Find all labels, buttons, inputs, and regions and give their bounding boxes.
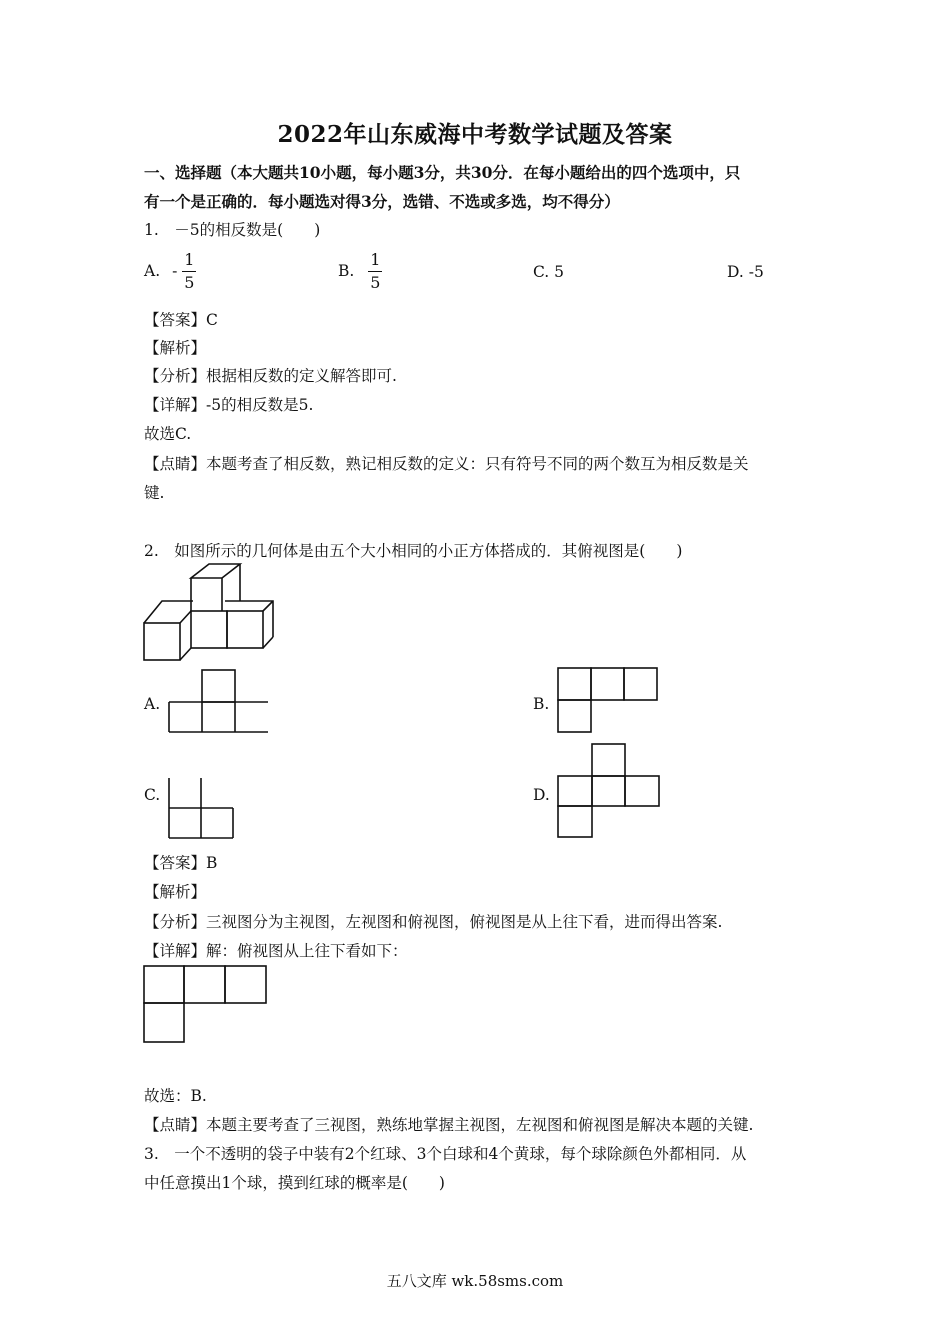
page-title: 2022年山东威海中考数学试题及答案: [277, 121, 673, 148]
q1-dianjing-line2: 键.: [144, 484, 165, 502]
q1-option-a-denominator: 5: [184, 272, 195, 292]
section-heading-line1: 一、选择题（本大题共10小题，每小题3分，共30分．在每小题给出的四个选项中，只: [144, 163, 741, 182]
q1-analysis: 【解析】: [144, 339, 207, 357]
q1-option-b-label: B.: [338, 262, 355, 280]
q1-xiangjie: 【详解】-5的相反数是5.: [144, 396, 314, 414]
q1-option-b-denominator: 5: [370, 272, 381, 292]
q2-fenxi: 【分析】三视图分为主视图，左视图和俯视图，俯视图是从上往下看，进而得出答案.: [144, 913, 723, 931]
q2-analysis: 【解析】: [144, 883, 207, 901]
q3-stem-line1: 3. 一个不透明的袋子中装有2个红球、3个白球和4个黄球，每个球除颜色外都相同．从: [144, 1145, 747, 1163]
q1-guxuan: 故选C.: [144, 425, 192, 443]
q2-option-d-label: D.: [533, 786, 550, 804]
q2-option-c-label: C.: [144, 786, 161, 804]
q1-dianjing-line1: 【点睛】本题考查了相反数，熟记相反数的定义：只有符号不同的两个数互为相反数是关: [144, 455, 749, 473]
q2-xiangjie: 【详解】解：俯视图从上往下看如下：: [144, 942, 408, 960]
section-heading-line2: 有一个是正确的．每小题选对得3分，选错、不选或多选，均不得分）: [144, 192, 620, 211]
q1-option-a-numerator: 1: [184, 249, 195, 269]
q2-option-a-label: A.: [144, 695, 161, 713]
q1-option-b-numerator: 1: [370, 249, 381, 269]
q2-dianjing: 【点睛】本题主要考查了三视图，熟练地掌握主视图，左视图和俯视图是解决本题的关键.: [144, 1116, 754, 1134]
q2-option-b-label: B.: [533, 695, 550, 713]
q1-option-a-label: A.: [144, 262, 161, 280]
q2-guxuan: 故选：B.: [144, 1087, 207, 1105]
q1-fenxi: 【分析】根据相反数的定义解答即可.: [144, 367, 397, 385]
q1-option-a-sign: -: [172, 262, 178, 280]
q1-stem: 1. －5的相反数是( ): [144, 221, 321, 239]
q2-answer: 【答案】B: [144, 854, 218, 872]
footer-watermark: 五八文库 wk.58sms.com: [386, 1272, 564, 1290]
q2-stem: 2. 如图所示的几何体是由五个大小相同的小正方体搭成的．其俯视图是( ): [144, 542, 683, 560]
q1-option-d: D. -5: [727, 263, 764, 281]
q1-option-c: C. 5: [533, 263, 565, 281]
q1-answer: 【答案】C: [144, 311, 218, 329]
q3-stem-line2: 中任意摸出1个球，摸到红球的概率是( ): [144, 1174, 445, 1192]
